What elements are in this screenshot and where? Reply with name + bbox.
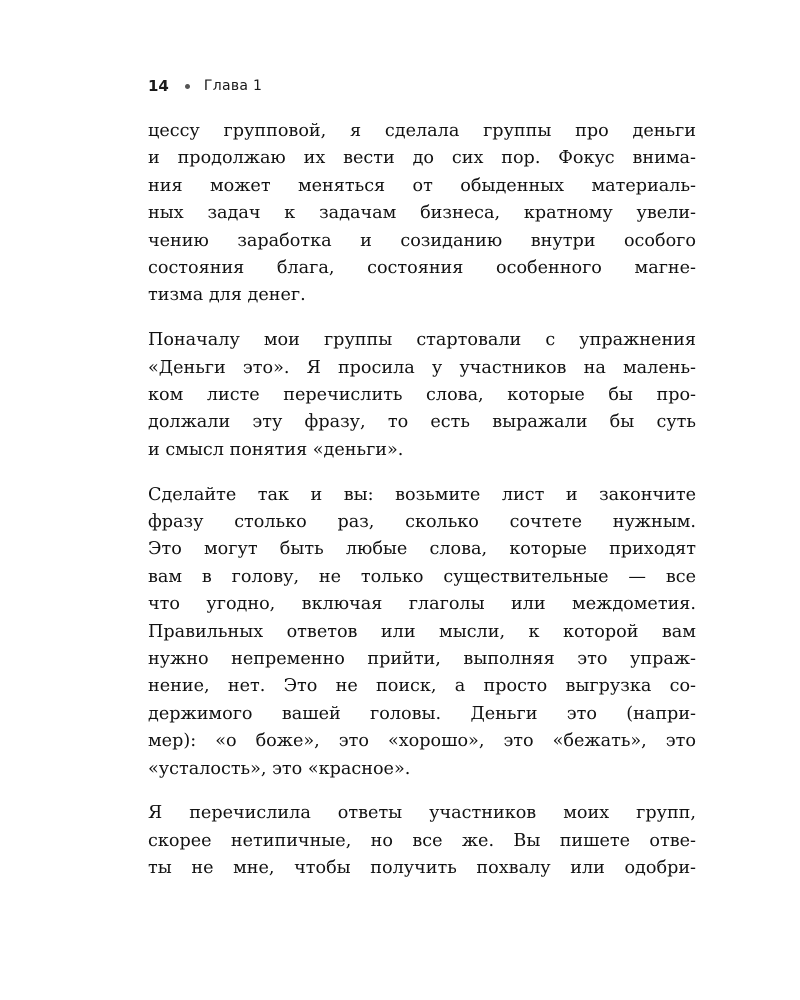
chapter-title: Глава 1 bbox=[203, 78, 263, 94]
text-line: ния может меняться от обыденных материаль- bbox=[148, 175, 696, 196]
text-line: Правильных ответов или мысли, к которой вам bbox=[148, 621, 696, 642]
text-line: Сделайте так и вы: возьмите лист и закончите bbox=[148, 484, 696, 505]
text-line: ком листе перечислить слова, которые бы про- bbox=[148, 385, 696, 406]
text-line: мер): «о боже», это «хорошо», это «бежать», это bbox=[148, 731, 696, 752]
text-line: нение, нет. Это не поиск, а просто выгрузка со- bbox=[148, 676, 696, 697]
text-line: тизма для денег. bbox=[148, 285, 306, 306]
text-line: «Деньги это». Я просила у участников на малень- bbox=[148, 357, 696, 378]
text-line: Я перечислила ответы участников моих групп, bbox=[148, 803, 696, 824]
text-line: цессу групповой, я сделала группы про деньги bbox=[148, 121, 696, 141]
text-line: и продолжаю их вести до сих пор. Фокус внима- bbox=[148, 148, 696, 169]
text-line: Поначалу мои группы стартовали с упражнения bbox=[148, 330, 696, 351]
text-line: должали эту фразу, то есть выражали бы суть bbox=[148, 412, 696, 433]
text-line: чению заработка и созиданию внутри особого bbox=[148, 230, 696, 251]
bullet-separator-icon bbox=[185, 84, 190, 89]
paragraph-1 bbox=[148, 118, 696, 310]
paragraph-2 bbox=[148, 327, 696, 464]
page-number: 14 bbox=[148, 77, 169, 95]
text-line: состояния блага, состояния особенного магне- bbox=[148, 257, 696, 278]
text-line: ты не мне, чтобы получить похвалу или одобри- bbox=[148, 858, 696, 879]
text-line: фразу столько раз, сколько сочтете нужным. bbox=[148, 512, 696, 533]
text-line: Это могут быть любые слова, которые приходят bbox=[148, 539, 696, 560]
paragraph-4 bbox=[148, 800, 696, 882]
text-line: нужно непременно прийти, выполняя это упраж- bbox=[148, 649, 696, 670]
text-line: вам в голову, не только существительные — все bbox=[148, 566, 696, 587]
running-head bbox=[148, 77, 262, 95]
text-line: скорее нетипичные, но все же. Вы пишете отве- bbox=[148, 830, 696, 851]
text-line: ных задач к задачам бизнеса, кратному увели- bbox=[148, 203, 696, 224]
paragraph-3 bbox=[148, 482, 696, 783]
text-line: «усталость», это «красное». bbox=[148, 758, 411, 779]
text-line: и смысл понятия «деньги». bbox=[148, 439, 404, 460]
body-text bbox=[148, 118, 696, 900]
text-line: держимого вашей головы. Деньги это (напри- bbox=[148, 703, 696, 724]
text-line: что угодно, включая глаголы или междометия. bbox=[148, 594, 696, 615]
